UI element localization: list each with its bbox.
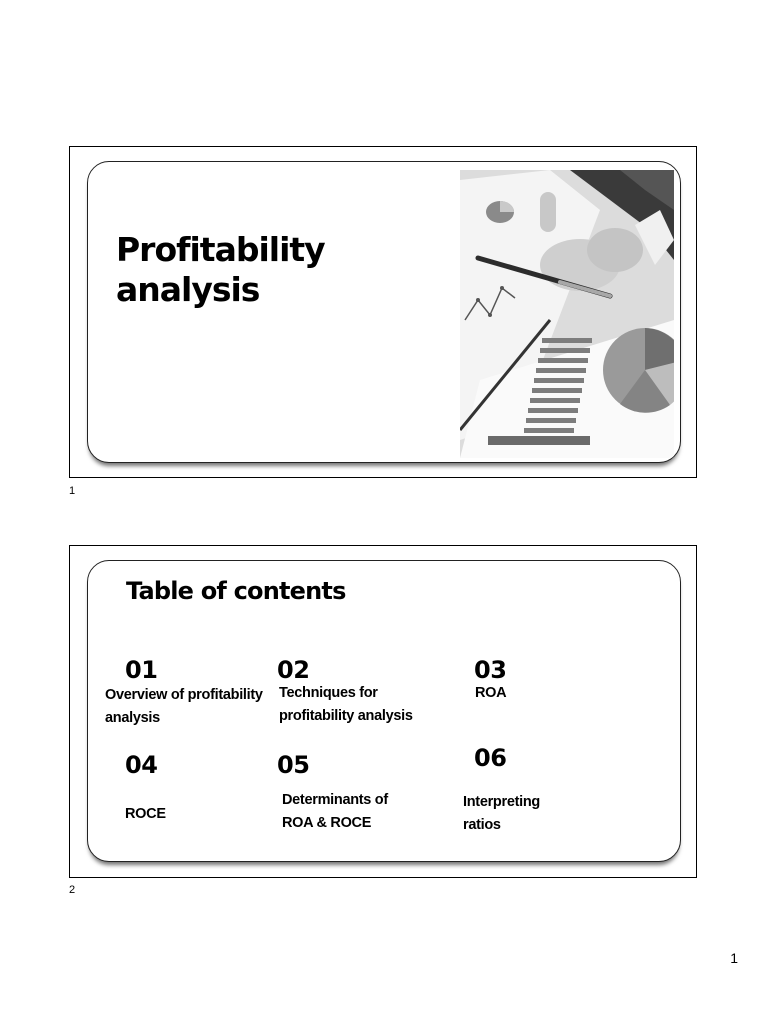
slide-number: 2 (69, 884, 76, 896)
toc-item-number: 02 (277, 656, 310, 684)
toc-item-label: ROA (475, 685, 507, 701)
business-charts-photo (460, 170, 674, 458)
page-number: 1 (730, 950, 738, 966)
toc-item-number: 04 (125, 751, 158, 779)
slide-2 (69, 545, 697, 878)
toc-item-label: Interpreting ratios (463, 794, 540, 833)
toc-item-label: ROCE (125, 806, 166, 822)
toc-item-number: 01 (125, 656, 158, 684)
slide-title: Profitability analysis (116, 230, 325, 309)
toc-title: Table of contents (126, 577, 346, 605)
toc-item-label: Overview of profitability analysis (105, 687, 263, 726)
slide-2-card (87, 560, 681, 862)
toc-item-number: 05 (277, 751, 310, 779)
slide-1-card (87, 161, 681, 463)
toc-item-label: Determinants of ROA & ROCE (282, 792, 388, 831)
slide-1 (69, 146, 697, 478)
toc-item-number: 03 (474, 656, 507, 684)
toc-item-number: 06 (474, 744, 507, 772)
toc-item-label: Techniques for profitability analysis (279, 685, 413, 724)
slide-number: 1 (69, 485, 76, 497)
